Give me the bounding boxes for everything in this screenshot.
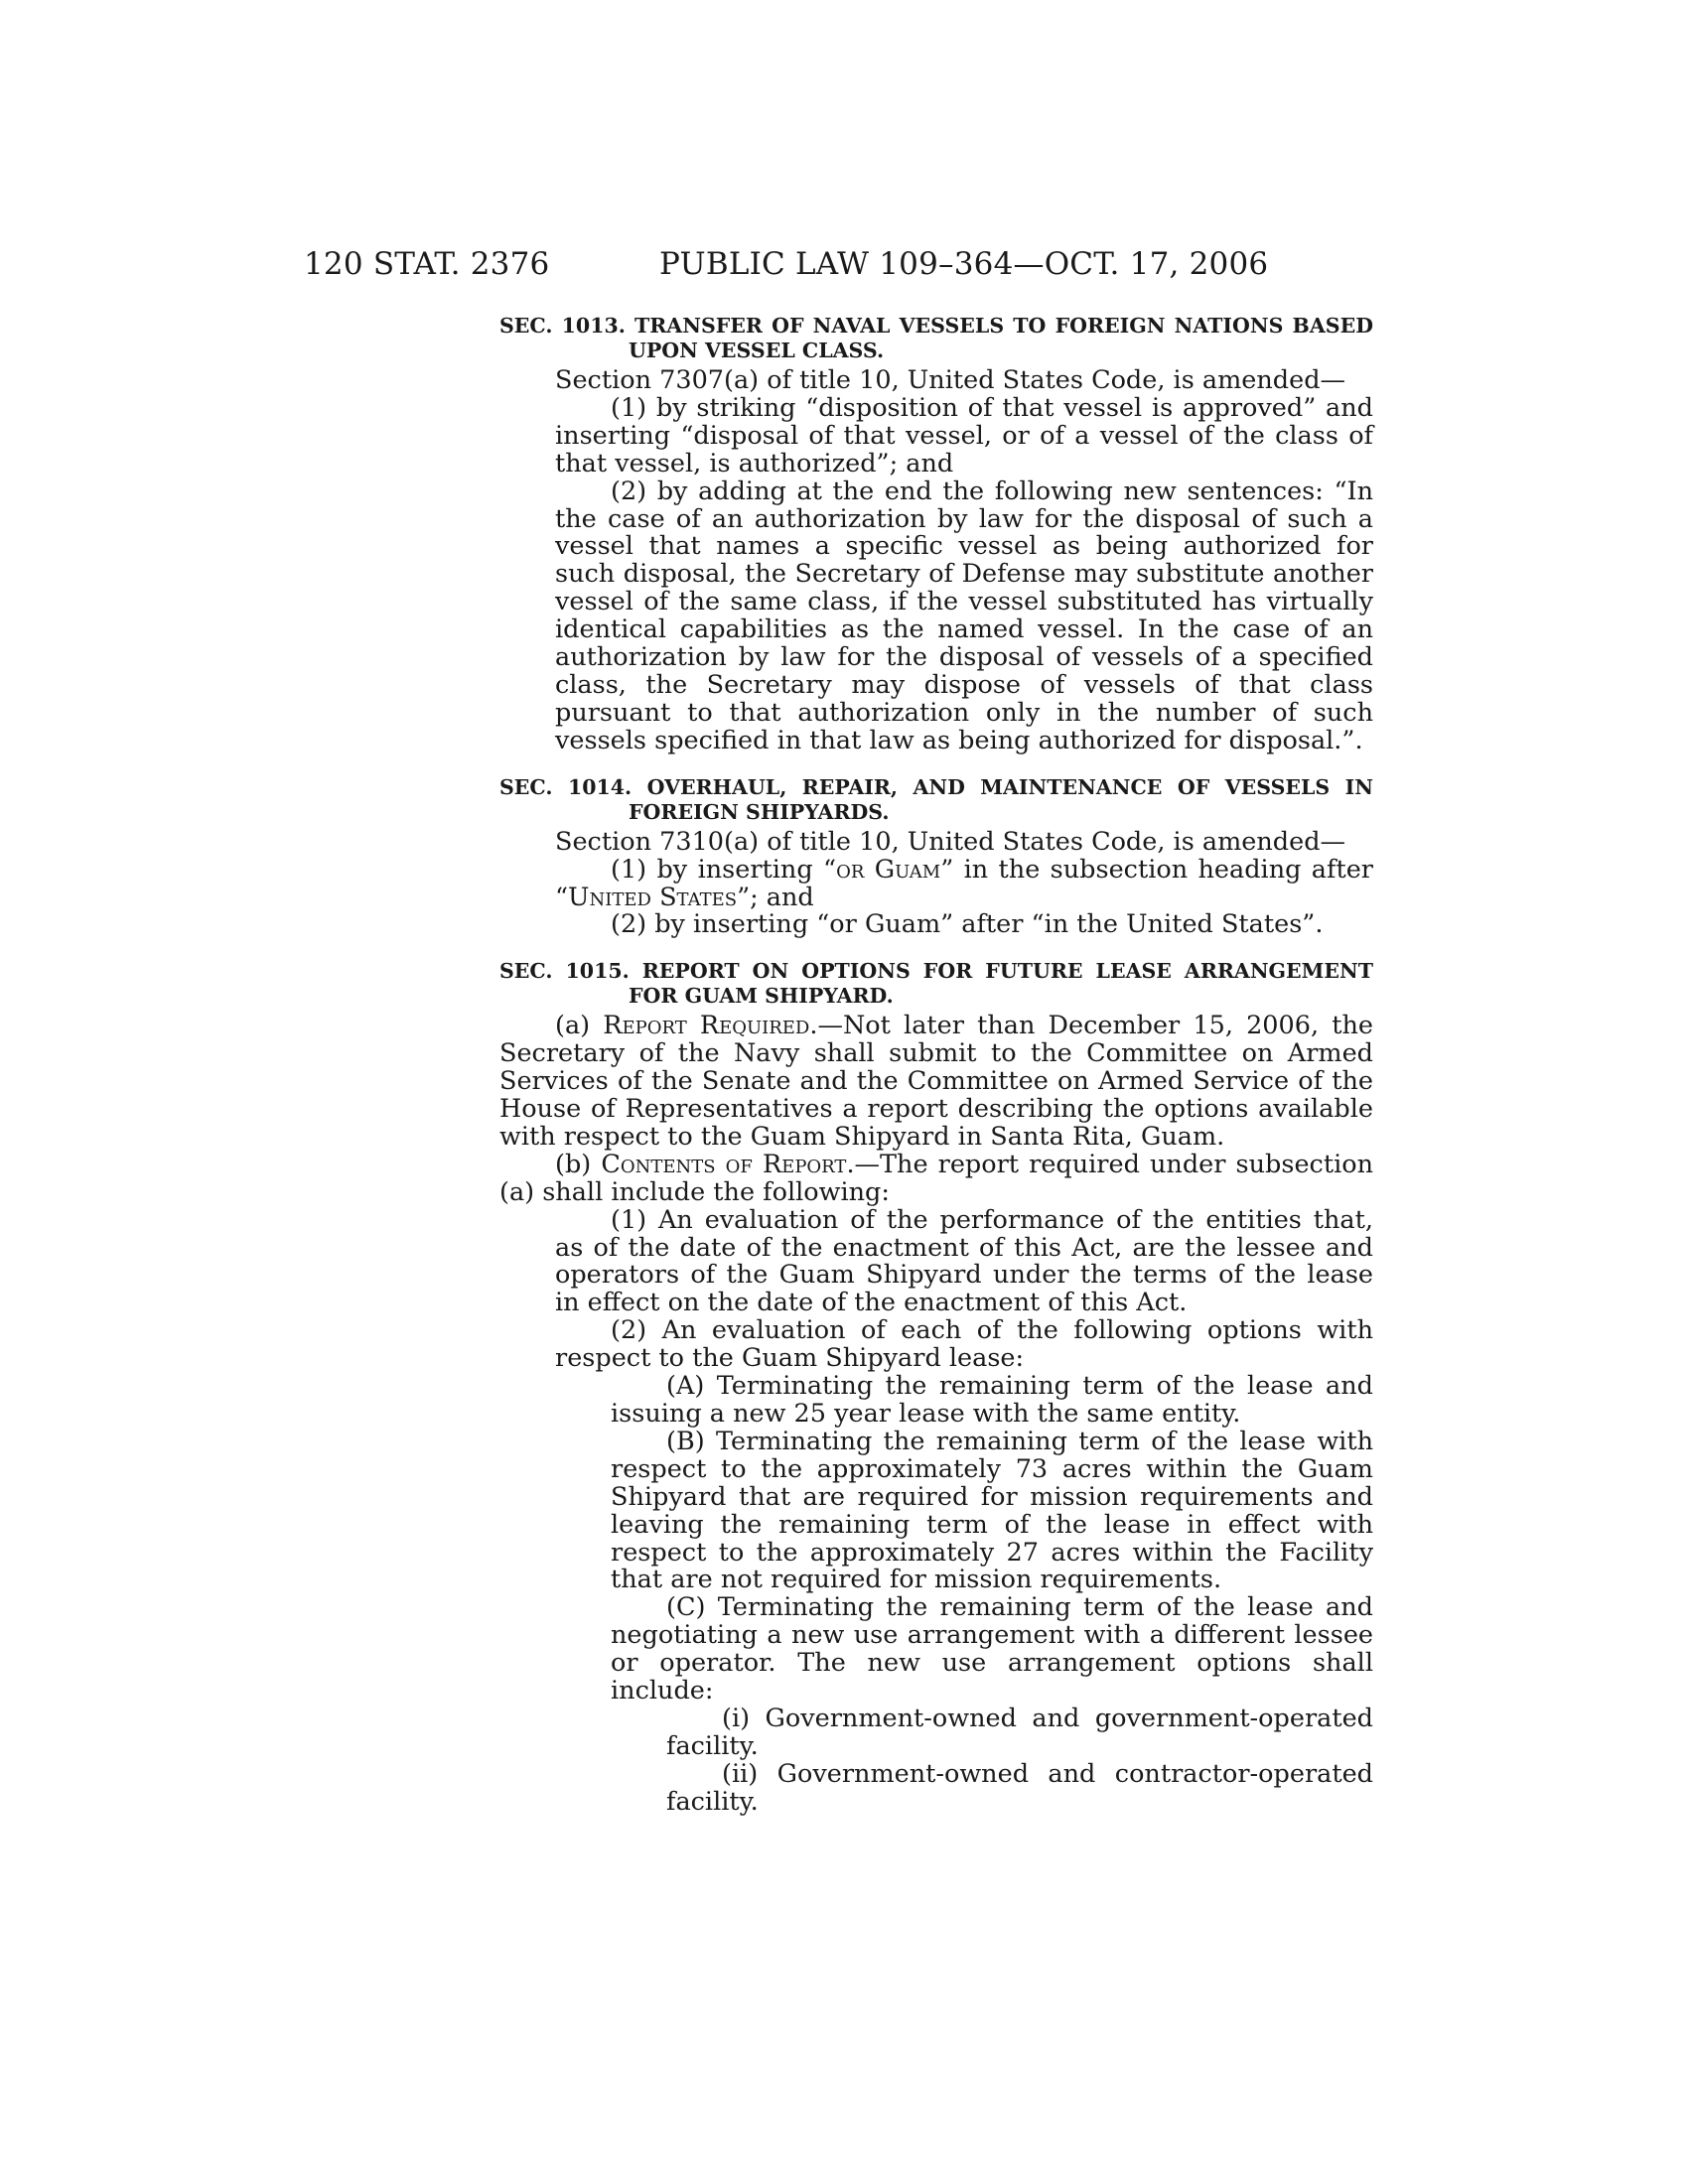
section-1015-option-b: (B) Terminating the remaining term of the lease with respect to the approximately 73 acres within the Guam Shipyard that are required for mission requirements and leaving the remaining term of the lease in effect with respect to the approximately 27 acres within the Facility that are not required for mission requirements. xyxy=(611,1426,1373,1595)
small-caps-text: or Guam xyxy=(836,854,941,885)
section-1015-subsection-a xyxy=(499,1013,1373,1152)
subsection-heading: Contents of Report xyxy=(601,1149,847,1179)
public-law-title: PUBLIC LAW 109–364—OCT. 17, 2006 xyxy=(659,246,1269,282)
subsection-label: (b) xyxy=(555,1149,602,1179)
section-1015-option-c-ii: (ii) Government-owned and contractor-operated facility. xyxy=(666,1758,1373,1817)
subsection-heading: Report Required xyxy=(603,1011,810,1041)
section-1013-item-1: (1) by striking “disposition of that vessel is approved” and inserting “disposal of that vessel, or of a vessel of the class of that vessel, is authorized”; and xyxy=(555,392,1373,478)
section-1015-paragraph-1: (1) An evaluation of the performance of the entities that, as of the date of the enactment of this Act, are the lessee and operators of the Guam Shipyard under the terms of the lease in effect on the date of the enactment of this Act. xyxy=(555,1204,1373,1318)
subsection-text: .—The report required under subsection (a) shall include the following: xyxy=(499,1149,1373,1207)
section-1014-item-1 xyxy=(499,854,1373,912)
section-1015-subsection-b xyxy=(499,1149,1373,1207)
section-1014-intro: Section 7310(a) of title 10, United States Code, is amended— xyxy=(555,826,1346,857)
section-1015-option-c: (C) Terminating the remaining term of the lease and negotiating a new use arrangement with a different lessee or operator. The new use arrangement options shall include: xyxy=(611,1592,1373,1706)
statute-page-number: 120 STAT. 2376 xyxy=(304,246,550,282)
section-1015-paragraph-2: (2) An evaluation of each of the following options with respect to the Guam Shipyard lease: xyxy=(555,1315,1373,1374)
section-1015-option-a: (A) Terminating the remaining term of the lease and issuing a new 25 year lease with the same entity. xyxy=(611,1371,1373,1429)
section-1013-item-2: (2) by adding at the end the following new sentences: “In the case of an authorization by law for the disposal of such a vessel that names a specific vessel as being authorized for such disposal, the Secretary of Defense may substitute another vessel of the same class, if the vessel substituted has virtually identical capabilities as the named vessel. In the case of an authorization by law for the disposal of vessels of a specified class, the Secretary may dispose of vessels of that class pursuant to that authorization only in the number of such vessels specified in that law as being authorized for disposal.”. xyxy=(555,476,1373,755)
subsection-text: .—Not later than December 15, 2006, the Secretary of the Navy shall submit to the Committee on Armed Services of the Senate and the Committee on Armed Service of the House of Representatives a report describing the options available with respect to the Guam Shipyard in Santa Rita, Guam. xyxy=(499,1011,1373,1152)
section-1015-option-c-i: (i) Government-owned and government-operated facility. xyxy=(666,1703,1373,1761)
section-1013-intro: Section 7307(a) of title 10, United States Code, is amended— xyxy=(555,365,1346,395)
document-body xyxy=(499,314,1373,1817)
section-1014-heading: SEC. 1014. OVERHAUL, REPAIR, AND MAINTENANCE OF VESSELS IN FOREIGN SHIPYARDS. xyxy=(499,774,1373,824)
item-text: (1) by inserting “ xyxy=(611,854,837,885)
item-text: ”; and xyxy=(737,882,814,912)
subsection-label: (a) xyxy=(555,1011,604,1041)
section-1014-item-2: (2) by inserting “or Guam” after “in the United States”. xyxy=(611,909,1324,940)
section-1015-heading: SEC. 1015. REPORT ON OPTIONS FOR FUTURE LEASE ARRANGEMENT FOR GUAM SHIPYARD. xyxy=(499,959,1373,1009)
page-header xyxy=(304,244,1376,284)
item-text: ” in the subsection heading after “ xyxy=(555,854,1373,912)
small-caps-text: United States xyxy=(568,882,738,912)
section-1013-heading: SEC. 1013. TRANSFER OF NAVAL VESSELS TO FOREIGN NATIONS BASED UPON VESSEL CLASS. xyxy=(499,314,1373,362)
